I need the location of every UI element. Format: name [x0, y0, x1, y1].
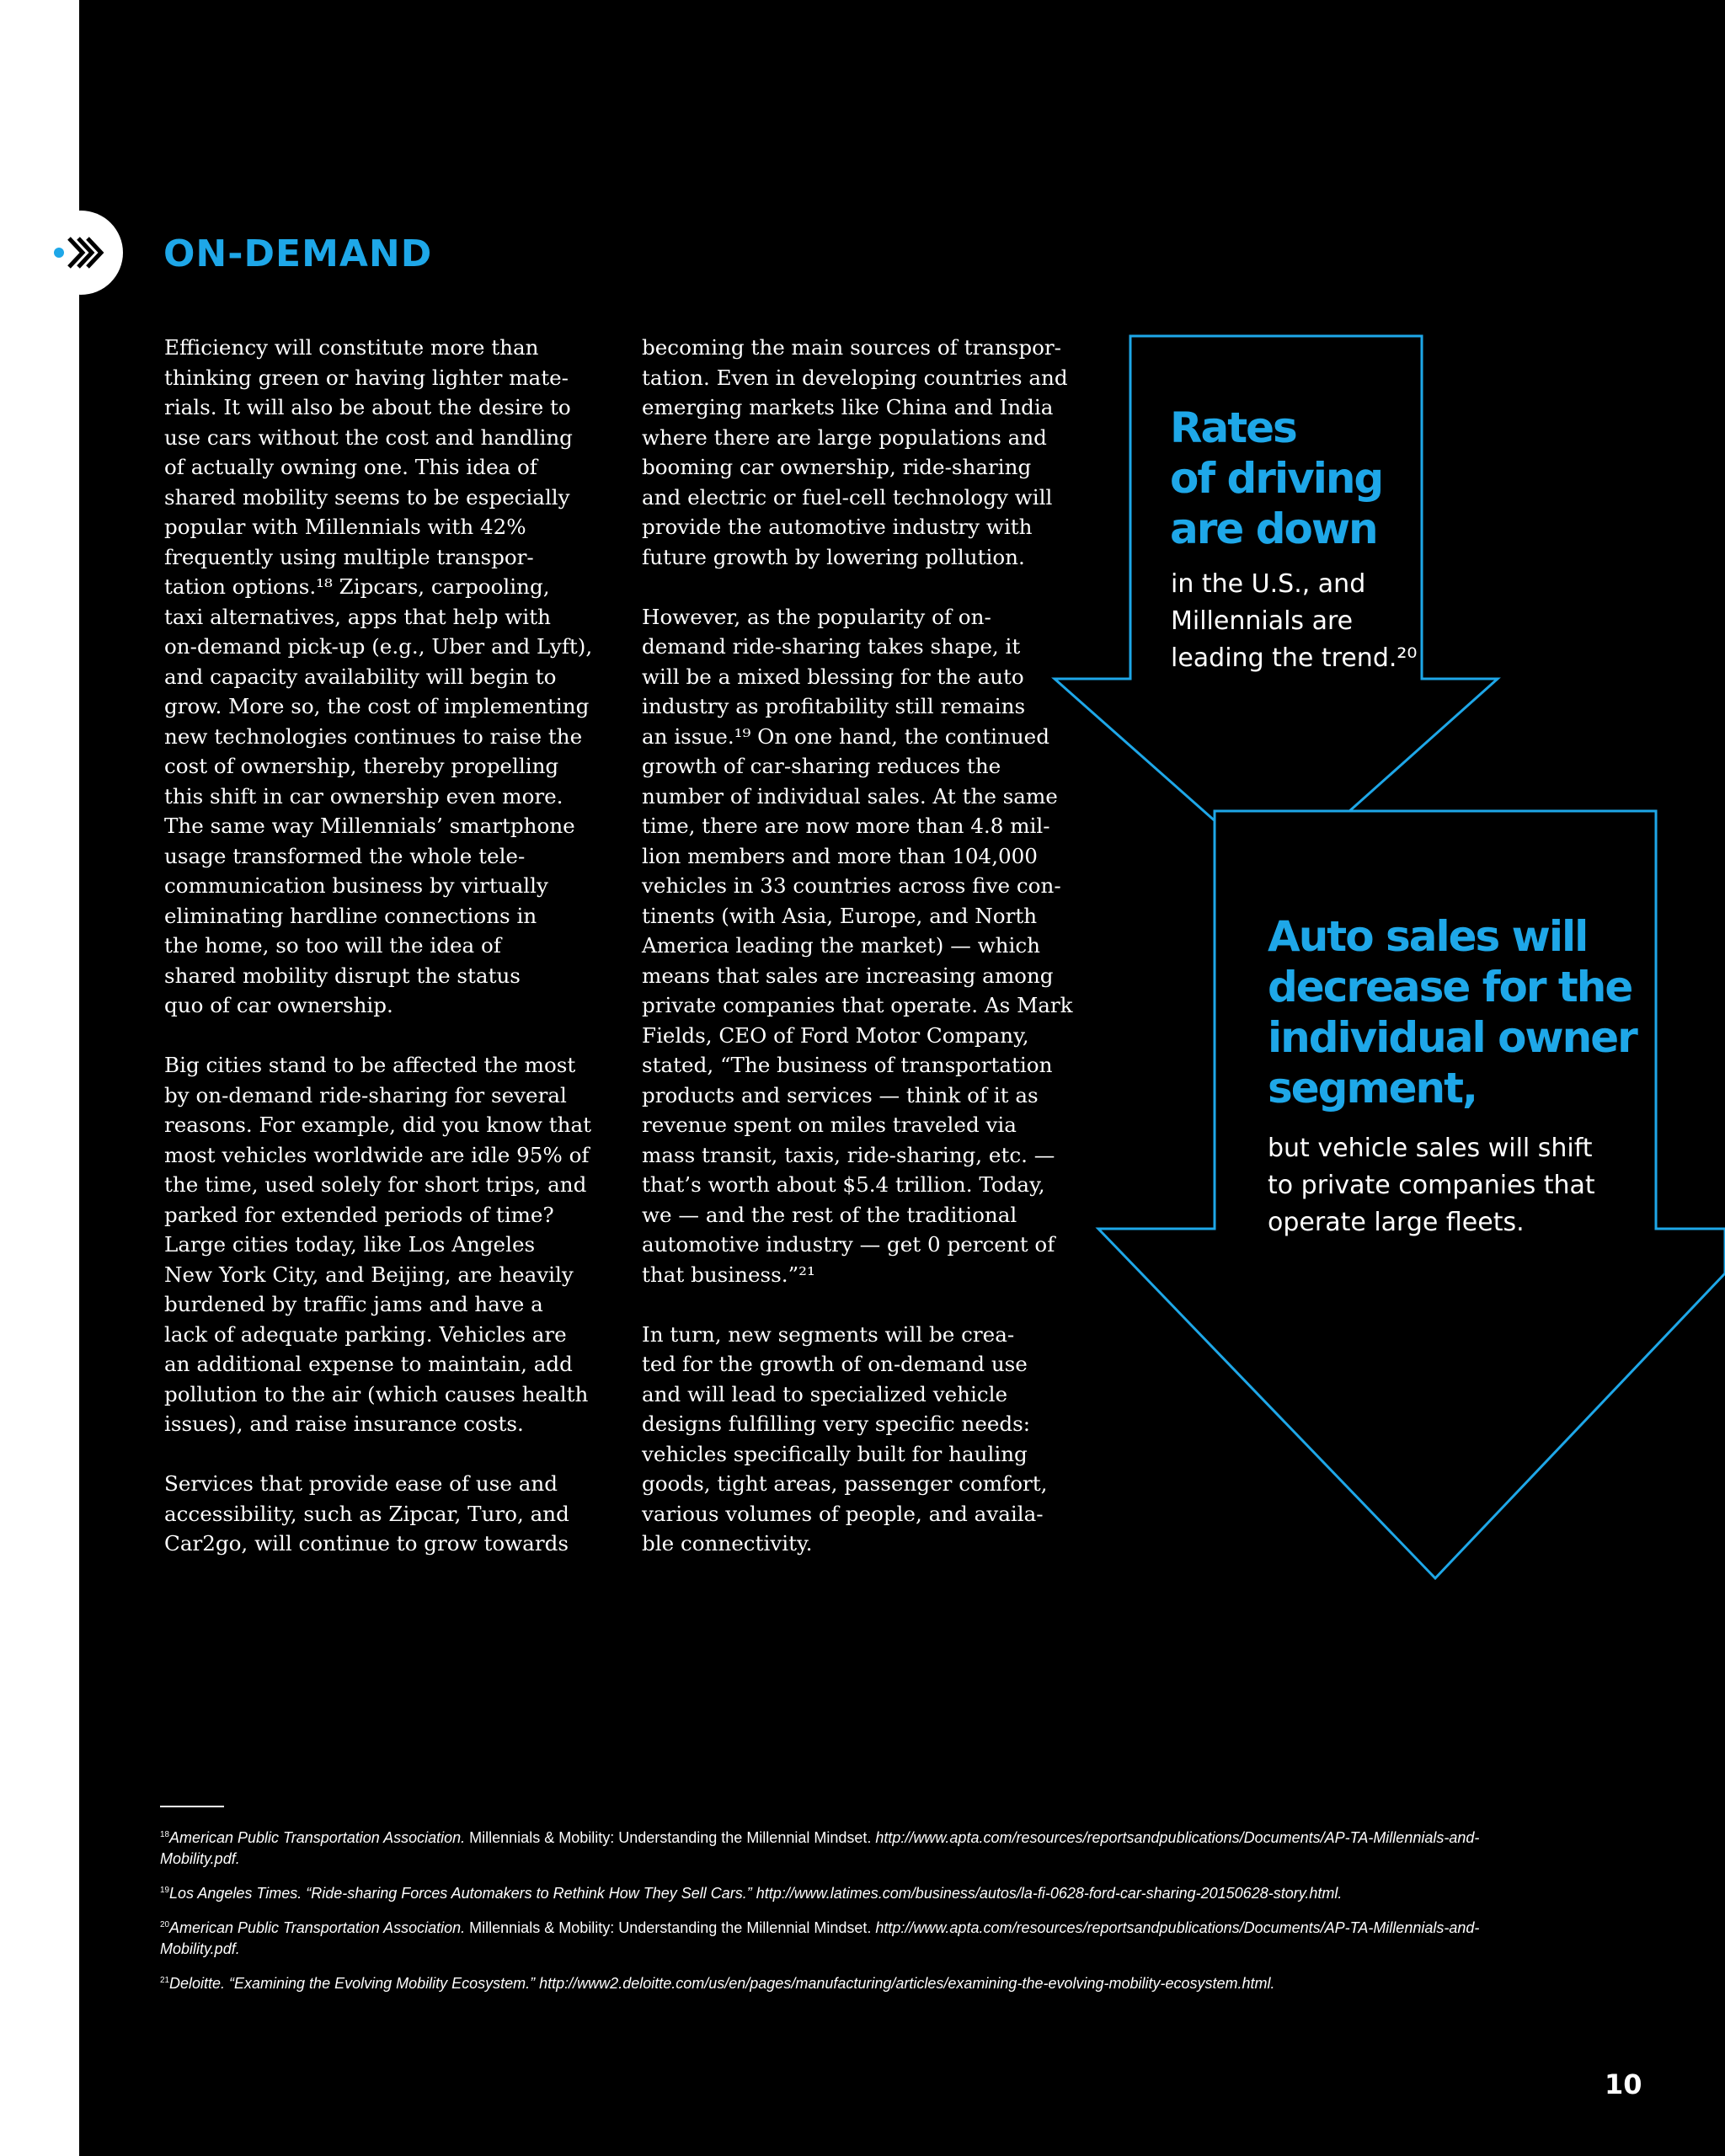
footnote-link[interactable]: http://www2.deloitte.com/us/en/pages/manufacturing/articles/examining-the-evolving-mobility-ecosystem.html. [539, 1975, 1275, 1992]
footnote-divider [160, 1806, 224, 1807]
callout-headline: Auto sales will decrease for the individual owner segment, [1268, 912, 1637, 1113]
paragraph: Big cities stand to be affected the most by on-demand ride-sharing for several reasons. For example, did you know that most vehicles worldwide are idle 95% of the time, used solely for short trips, and parked for extended periods of time? Large cities today, like Los Angeles New York City, and Beijing, are heavily burdened by traffic jams and have a lack of adequate parking. Vehicles are an additional expense to maintain, add pollution to the air (which causes health issues), and raise insurance costs. [164, 1053, 592, 1436]
footnote: $^{19}$Los Angeles Times. “Ride-sharing Forces Automakers to Rethink How They Sell Cars.” http://www.latimes.com/business/autos/la-fi-0628-ford-car-sharing-20150628-story.html. [160, 1885, 1343, 1902]
paragraph: In turn, new segments will be crea- ted for the growth of on-demand use and will lead to specialized vehicle designs fulfilling very specific needs: vehicles specifically built for hauling goods, tight areas, passenger comfort, various volumes of people, and availa- ble connectivity. [642, 1321, 1048, 1556]
footnote: $^{20}$American Public Transportation Association. Millennials & Mobility: Understanding the Millennial Mindset. http://www.apta.com/resources/reportsandpublications/Documents/AP-TA-Millennials-and-Mobility.pdf. [160, 1919, 1480, 1957]
paragraph: However, as the popularity of on- demand ride-sharing takes shape, it will be a mixed blessing for the auto industry as profitability still remains an issue.¹⁹ On one hand, the continued growth of car-sharing reduces the number of individual sales. At the same time, there are now more than 4.8 mil- lion members and more than 104,000 vehicles in 33 countries across five con- tinents (with Asia, Europe, and North America leading the market) — which means that sales are increasing among private companies that operate. As Mark Fields, CEO of Ford Motor Company, stated, “The business of transportation products and services — think of it as revenue spent on miles traveled via mass transit, taxis, ride-sharing, etc. — that’s worth about $5.4 trillion. Today, we — and the rest of the traditional automotive industry — get 0 percent of that business.”²¹ [642, 604, 1073, 1287]
callout-text: in the U.S., and Millennials are leading the trend.²⁰ [1171, 569, 1418, 673]
footnote-link[interactable]: http://www.apta.com/resources/reportsandpublications/Documents/AP-TA-Millennials-and-Mobility.pdf. [160, 1919, 1480, 1957]
footnote: $^{18}$American Public Transportation Association. Millennials & Mobility: Understanding the Millennial Mindset. http://www.apta.com/resources/reportsandpublications/Documents/AP-TA-Millennials-and-Mobility.pdf. [160, 1829, 1480, 1867]
section-heading: ON-DEMAND [163, 232, 433, 275]
paragraph: Services that provide ease of use and accessibility, such as Zipcar, Turo, and Car2go, will continue to grow towards [164, 1471, 569, 1556]
footnote-link[interactable]: http://www.latimes.com/business/autos/la-fi-0628-ford-car-sharing-20150628-story.html. [756, 1885, 1343, 1902]
paragraph: becoming the main sources of transpor- tation. Even in developing countries and emerging markets like China and India where there are large populations and booming car ownership, ride-sharing and electric or fuel-cell technology will provide the automotive industry with future growth by lowering pollution. [642, 335, 1068, 569]
footnote-link[interactable]: http://www.apta.com/resources/reportsandpublications/Documents/AP-TA-Millennials-and-Mobility.pdf. [160, 1829, 1480, 1867]
callout-headline: Rates of driving are down [1170, 403, 1383, 553]
footnotes [160, 1828, 1541, 2008]
paragraph: Efficiency will constitute more than thinking green or having lighter mate- rials. It will also be about the desire to use cars without the cost and handling of actually owning one. This idea of shared mobility seems to be especially popular with Millennials with 42% frequently using multiple transpor- tation options.¹⁸ Zipcars, carpooling, taxi alternatives, apps that help with on-demand pick-up (e.g., Uber and Lyft), and capacity availability will begin to grow. More so, the cost of implementing new technologies continues to raise the cost of ownership, thereby propelling this shift in car ownership even more. The same way Millennials’ smartphone usage transformed the whole tele- communication business by virtually eliminating hardline connections in the home, so too will the idea of shared mobility disrupt the status quo of car ownership. [164, 335, 593, 1017]
callout-text: but vehicle sales will shift to private companies that operate large fleets. [1268, 1134, 1595, 1237]
page-number: 10 [1605, 2068, 1642, 2100]
footnote: $^{21}$Deloitte. “Examining the Evolving Mobility Ecosystem.” http://www2.deloitte.com/us/en/pages/manufacturing/articles/examining-the-evolving-mobility-ecosystem.html. [160, 1975, 1275, 1992]
